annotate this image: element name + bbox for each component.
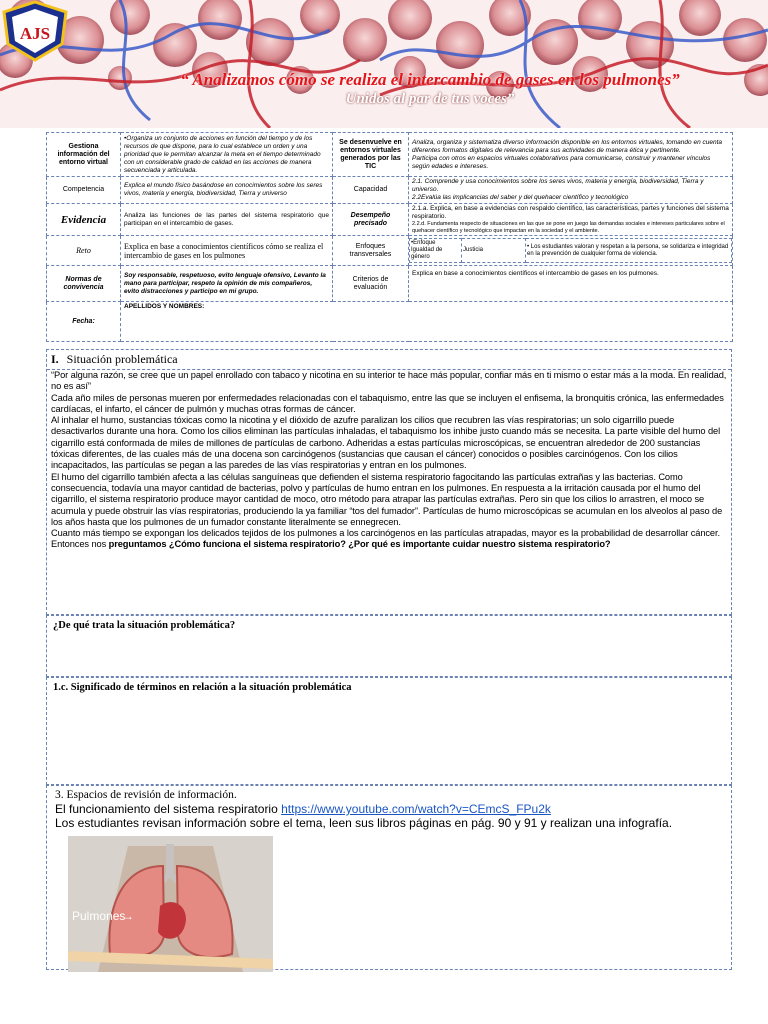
svg-text:→: →	[122, 909, 134, 923]
header-banner	[0, 0, 768, 128]
reto-label: Reto	[47, 236, 121, 266]
apellidos-field[interactable]: APELLIDOS Y NOMBRES:	[121, 302, 733, 342]
capacidad-text: 2.1. Comprende y usa conocimientos sobre los seres vivos, materia y energía, biodiversidad, Tierra y universo. 2.2Evalúa las implicancias del saber y del quehacer científico y tecnológico	[409, 177, 733, 204]
criterios-label: Criterios de evaluación	[333, 266, 409, 302]
enfoques-cell	[409, 236, 733, 266]
situacion-section	[46, 349, 732, 615]
reto-text: Explica en base a conocimientos científicos cómo se realiza el intercambio de gases en los pulmones	[121, 236, 333, 266]
tic-label: Se desenvuelve en entornos virtuales generados por las TIC	[333, 133, 409, 177]
revision-line-1: El funcionamiento del sistema respiratorio https://www.youtube.com/watch?v=CEmcS_FPu2k	[55, 802, 551, 816]
video-link[interactable]: https://www.youtube.com/watch?v=CEmcS_FPu2k	[281, 802, 551, 816]
enfoques-label: Enfoques transversales	[333, 236, 409, 266]
info-table	[46, 132, 733, 342]
normas-text: Soy responsable, respetuoso, evito lenguaje ofensivo, Levanto la mano para participar, respeto la opinión de mis compañeros, evito distracciones y participo en mi grupo.	[121, 266, 333, 302]
desempeno-label: Desempeño precisado	[333, 204, 409, 236]
gestiona-label: Gestiona información del entorno virtual	[47, 133, 121, 177]
lungs-anatomy-image	[68, 836, 273, 972]
terminos-section[interactable]	[46, 677, 732, 785]
enfoque-justicia: Justicia	[462, 239, 526, 263]
desempeno-text: 2.1.a. Explica, en base a evidencias con respaldo científico, las características, partes y funciones del sistema respiratorio. 2.2.d. Fundamenta respecto de situaciones en las que se pone en juego las demandas sociales e intereses particulares sobre el quehacer científico y tecnológico que impactan en la sociedad y el ambiente.	[409, 204, 733, 236]
fecha-label: Fecha:	[47, 302, 121, 342]
key-questions: preguntamos ¿Cómo funciona el sistema respiratorio? ¿Por qué es importante cuidar nuestro sistema respiratorio?	[108, 539, 611, 550]
tic-text: Analiza, organiza y sistematiza diverso información disponible en los entornos virtuales, tomando en cuenta diferentes formatos digitales de relevancia para sus actividades de manera ética y pertinente. Participa con otros en espacios virtuales colaborativos para comunicarse, construir y mantener vínculos según edades e intereses.	[409, 133, 733, 177]
svg-text:AJS: AJS	[19, 24, 51, 43]
evidencia-text: Analiza las funciones de las partes del sistema respiratorio que participan en el intercambio de gases.	[121, 204, 333, 236]
competencia-text: Explica el mundo físico basándose en conocimientos sobre los seres vivos, materia y energía, biodiversidad, Tierra y universo	[121, 177, 333, 204]
criterios-text: Explica en base a conocimientos científicos el intercambio de gases en los pulmones.	[409, 266, 733, 302]
revision-section	[46, 785, 732, 970]
enfoque-igualdad: •Enfoque Igualdad de género	[410, 239, 462, 263]
terminos-question: 1.c. Significado de términos en relación a la situación problemática	[53, 682, 352, 693]
normas-label: Normas de convivencia	[47, 266, 121, 302]
lungs-decoration-image	[0, 0, 768, 128]
revision-line-2: Los estudiantes revisan información sobre el tema, leen sus libros páginas en pág. 90 y 91 y realizan una infografía.	[55, 816, 673, 830]
banner-subtitle: Unidos al par de tus voces”	[345, 91, 515, 107]
situacion-text: “Por alguna razón, se cree que un papel enrollado con tabaco y nicotina en su interior te hace más popular, confiar más en ti mismo o estar más a la moda. En realidad, no es así” Cada año miles de personas mueren por enfermedades relacionadas con el tabaquismo, entre las que se incluyen el enfisema, la bronquitis crónica, las enfermedades cardíacas, el infarto, el cáncer de pulmón y muchas otras formas de cáncer. Al inhalar el humo, sustancias tóxicas como la nicotina y el dióxido de azufre paralizan los cilios que recubren las vías respiratorias; un solo cigarrillo puede desactivarlos durante una hora. Como los cilios eliminan las partículas inhaladas, el tabaquismo los inhibe justo cuando más se necesita. La parte visible del humo del cigarrillo está conformada de miles de millones de partículas de carbono. Adheridas a estas partículas microscópicas, se encuentran alrededor de 200 sustancias tóxicas diferentes, de las cuales más de una docena son carcinógenos (sustancias que causan el cáncer) conocidos o posibles carcinógenos. Con los cilios incapacitados, las partículas se pegan a las paredes de las vías respiratorias y entran en los pulmones. El humo del cigarrillo también afecta a las células sanguíneas que defienden el sistema respiratorio fagocitando las partículas extrañas y las bacterias. Como consecuencia, todavía una mayor cantidad de bacterias, polvo y partículas de humo entran en los pulmones. En respuesta a la irritación causada por el humo del cigarrillo, el sistema respiratorio produce mayor cantidad de moco, otro método para atrapar las partículas extrañas. Pero sin que los cilios lo arrastren, el moco se acumula y puede obstruir las vías respiratorias, produciendo la ya familiar “tos del fumador”. Partículas de humo microscópicas se acumulan en los alveolos al paso de los años hasta que los pulmones de un fumador constante literalmente se ennegrecen. Cuanto más tiempo se expongan los delicados tejidos de los pulmones a los carcinógenos en las partículas atrapadas, mayor es la probabilidad de desarrollar cáncer. Entonces nos preguntamos ¿Cómo funciona el sistema respiratorio? ¿Por qué es importante cuidar nuestro sistema respiratorio?	[51, 370, 727, 550]
trata-question: ¿De qué trata la situación problemática?	[53, 620, 236, 631]
evidencia-label: Evidencia	[47, 204, 121, 236]
revision-heading: 3. Espacios de revisión de información.	[55, 789, 237, 801]
gestiona-text: •Organiza un conjunto de acciones en función del tiempo y de los recursos de que dispone, para lo cual establece un orden y una prioridad que le permitan alcanzar la meta en el tiempo determinado con un considerable grado de calidad en las acciones de manera secuenciada y articulada.	[121, 133, 333, 177]
school-logo	[0, 0, 70, 62]
banner-title: “ Analizamos cómo se realiza el intercambio de gases en los pulmones”	[180, 70, 680, 89]
enfoque-valores: • Los estudiantes valoran y respetan a la persona, se solidariza e integridad en la prevención de cualquier forma de violencia.	[526, 239, 732, 263]
competencia-label: Competencia	[47, 177, 121, 204]
trata-section[interactable]	[46, 615, 732, 677]
pulmones-label: Pulmones	[72, 909, 126, 923]
capacidad-label: Capacidad	[333, 177, 409, 204]
situacion-heading: I. Situación problemática	[47, 350, 731, 370]
